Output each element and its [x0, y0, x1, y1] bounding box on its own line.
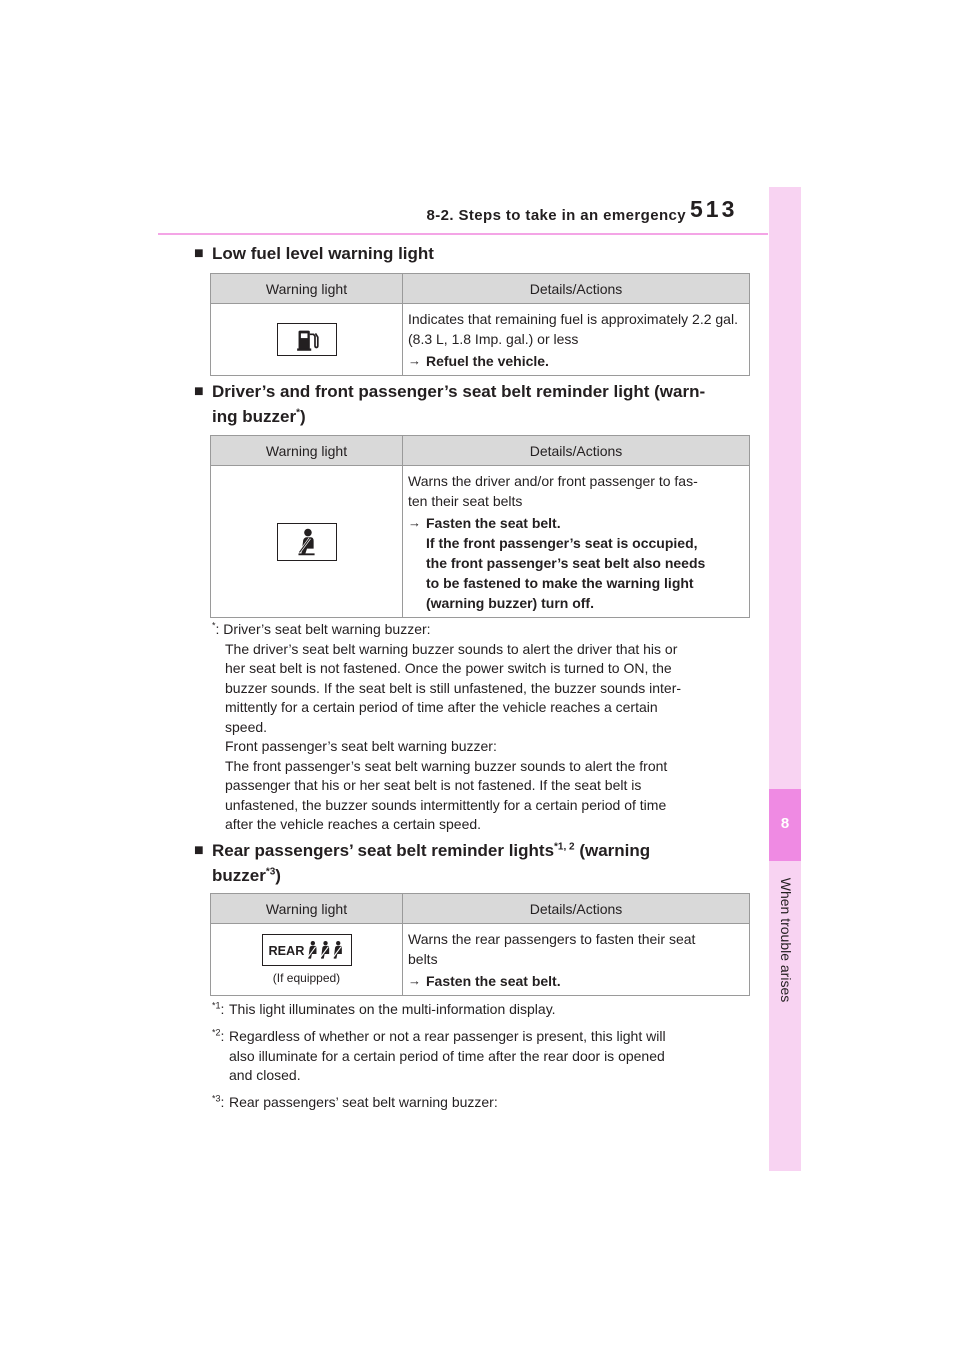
heading-text: Rear passengers’ seat belt reminder lights [212, 841, 555, 860]
details-cell [403, 924, 750, 996]
footnote-line: her seat belt is not fastened. Once the power switch is turned to ON, the [225, 660, 672, 676]
heading-bullet: ■ [194, 842, 204, 859]
chapter-number: 8 [780, 815, 790, 832]
heading-text: buzzer [212, 866, 266, 885]
footnote-line: The front passenger’s seat belt warning buzzer sounds to alert the front [225, 757, 668, 774]
footnote-ref: *1, 2 [554, 841, 575, 853]
col-header-warning-light: Warning light [211, 274, 403, 304]
footnote-line: unfastened, the buzzer sounds intermittently for a certain period of time [225, 796, 667, 813]
chapter-title: When trouble arises [778, 877, 794, 1003]
table-header-row [211, 894, 750, 924]
rear-icon-text: REAR [268, 943, 305, 958]
col-header-details: Details/Actions [403, 436, 750, 466]
action [408, 513, 744, 613]
heading-text: ) [275, 866, 281, 885]
footnote-colon: : [220, 1094, 225, 1110]
footnote-marker: *3 [212, 1093, 221, 1104]
chapter-side-tab [769, 187, 801, 1171]
footnote-line: and closed. [229, 1067, 301, 1083]
heading-text: (warning [574, 841, 651, 860]
heading-text: ) [299, 407, 306, 426]
action [408, 971, 744, 991]
warning-light-cell [211, 924, 403, 996]
col-header-details: Details/Actions [403, 274, 750, 304]
details-text: ten their seat belts [408, 493, 523, 509]
heading-line: Driver’s and front passenger’s seat belt reminder light (warn- [212, 382, 706, 401]
rear-seat-belt-warning-table [210, 893, 750, 996]
footnote-label [212, 1027, 224, 1047]
action-line: to be fastened to make the warning light [426, 575, 694, 591]
footnote-star [212, 620, 752, 835]
footnote-line: Front passenger’s seat belt warning buzzer: [225, 738, 497, 754]
footnote-line: mittently for a certain period of time after the vehicle reaches a certain [225, 699, 658, 715]
heading-rear-seat-belt [194, 838, 772, 888]
heading-text: Low fuel level warning light [212, 244, 434, 263]
action-line: the front passenger’s seat belt also needs [426, 555, 706, 571]
footnote-2 [212, 1027, 752, 1086]
heading-low-fuel [194, 241, 772, 266]
details-cell [403, 466, 750, 618]
footnote-line: passenger that his or her seat belt is not fastened. If the seat belt is [225, 777, 642, 793]
footnote-line: This light illuminates on the multi-information display. [229, 1001, 556, 1017]
arrow-right-icon: → [408, 353, 421, 368]
action-line: Fasten the seat belt. [426, 515, 561, 531]
details-text: Indicates that remaining fuel is approximately 2.2 gal. (8.3 L, 1.8 Imp. gal.) or less [408, 311, 738, 347]
footnote-text: Driver’s seat belt warning buzzer: [223, 621, 431, 637]
footnote-label [212, 1093, 224, 1113]
rear-seat-belt-icon [262, 934, 352, 966]
footnote-line: after the vehicle reaches a certain speed. [225, 816, 482, 832]
footnote-ref: *3 [265, 866, 276, 878]
footnote-marker: *2 [212, 1027, 221, 1038]
action-line: If the front passenger’s seat is occupied, [426, 535, 698, 551]
if-equipped-label: (If equipped) [272, 971, 341, 985]
warning-light-cell [211, 304, 403, 376]
action [408, 351, 744, 371]
arrow-right-icon: → [408, 515, 421, 530]
details-text: belts [408, 951, 438, 967]
footnote-colon: : [220, 1028, 225, 1044]
heading-line [212, 863, 772, 888]
heading-line [212, 404, 772, 429]
footnote-colon: : [215, 621, 220, 637]
col-header-warning-light: Warning light [211, 436, 403, 466]
table-header-row [211, 436, 750, 466]
footnote-line: buzzer sounds. If the seat belt is still unfastened, the buzzer sounds inter- [225, 679, 682, 696]
fuel-pump-icon [277, 323, 337, 356]
footnote-body [212, 1027, 752, 1086]
footnote-label [212, 1000, 224, 1020]
warning-light-cell [211, 466, 403, 618]
footnote-line [212, 620, 752, 640]
footnote-marker: *1 [212, 1000, 221, 1011]
header-rule [158, 233, 768, 235]
heading-seat-belt [194, 379, 772, 429]
heading-text: ing buzzer [212, 407, 297, 426]
details-cell [403, 304, 750, 376]
footnote-line: also illuminate for a certain period of time after the rear door is opened [229, 1047, 665, 1064]
footnote-1 [212, 1000, 752, 1020]
arrow-right-icon: → [408, 973, 421, 988]
footnote-colon: : [220, 1001, 225, 1017]
footnote-line: Regardless of whether or not a rear passenger is present, this light will [229, 1028, 666, 1044]
heading-bullet: ■ [194, 245, 204, 262]
action-text: Fasten the seat belt. [426, 973, 561, 989]
seat-belt-warning-table [210, 435, 750, 618]
footnote-line: The driver’s seat belt warning buzzer sounds to alert the driver that his or [225, 640, 678, 657]
action-line: (warning buzzer) turn off. [426, 595, 594, 611]
col-header-warning-light: Warning light [211, 894, 403, 924]
table-row [211, 466, 750, 618]
table-row [211, 924, 750, 996]
footnote-3 [212, 1093, 752, 1113]
section-title: 8-2. Steps to take in an emergency [426, 207, 686, 224]
details-text: Warns the rear passengers to fasten their seat [408, 931, 696, 947]
footnote-marker: * [212, 620, 216, 631]
table-header-row [211, 274, 750, 304]
footnote-line: Rear passengers’ seat belt warning buzzer: [229, 1094, 498, 1110]
heading-line [212, 838, 772, 863]
action-text [426, 513, 705, 613]
fuel-warning-table [210, 273, 750, 376]
page-number: 513 [690, 196, 738, 222]
heading-bullet: ■ [194, 383, 204, 400]
details-text: Warns the driver and/or front passenger to fas- [408, 473, 698, 489]
seat-belt-icon [277, 523, 337, 561]
footnote-body [212, 640, 752, 835]
table-row [211, 304, 750, 376]
action-text: Refuel the vehicle. [426, 353, 549, 369]
footnote-ref: * [296, 407, 300, 419]
footnote-line: speed. [225, 718, 268, 735]
col-header-details: Details/Actions [403, 894, 750, 924]
